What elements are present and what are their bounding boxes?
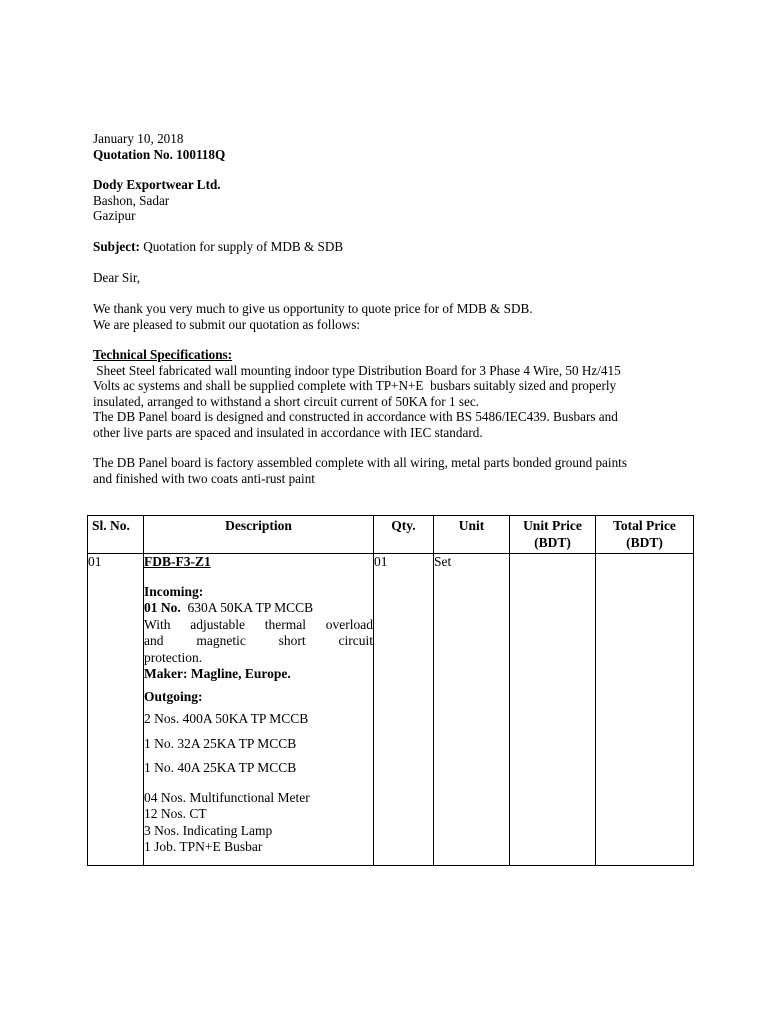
table-header-row — [88, 516, 694, 554]
accessory-item-3: 3 Nos. Indicating Lamp — [144, 822, 273, 838]
intro-paragraph — [93, 301, 678, 332]
row-unit-price — [510, 554, 596, 866]
accessory-item-4: 1 Job. TPN+E Busbar — [144, 839, 263, 854]
subject-line — [93, 239, 678, 255]
assembly-line-1: The DB Panel board is factory assembled complete with all wiring, metal parts bonded ground paints — [93, 455, 627, 470]
row-unit: Set — [434, 554, 510, 866]
assembly-line-2: and finished with two coats anti-rust paint — [93, 470, 315, 486]
panel-code: FDB-F3-Z1 — [144, 554, 211, 569]
recipient-address-line1: Bashon, Sadar — [93, 192, 170, 208]
row-total-price — [596, 554, 694, 866]
tech-spec-line-2: Volts ac systems and shall be supplied complete with TP+N+E busbars suitably sized and properly — [93, 378, 617, 393]
incoming-note-1: With adjustable thermal overload — [144, 616, 373, 632]
row-description — [144, 554, 374, 866]
tech-spec-line-4: The DB Panel board is designed and constructed in accordance with BS 5486/IEC439. Busbars and — [93, 409, 618, 424]
incoming-qty: 01 No. — [144, 600, 181, 615]
outgoing-item-3: 1 No. 40A 25KA TP MCCB — [144, 760, 297, 775]
tech-spec-line-1: Sheet Steel fabricated wall mounting indoor type Distribution Board for 3 Phase 4 Wire, 50 Hz/415 — [93, 362, 621, 378]
outgoing-item-2: 1 No. 32A 25KA TP MCCB — [144, 735, 297, 751]
outgoing-item-1: 2 Nos. 400A 50KA TP MCCB — [144, 711, 309, 726]
recipient-address-line2: Gazipur — [93, 208, 136, 223]
tech-spec-line-3: insulated, arranged to withstand a short circuit current of 50KA for 1 sec. — [93, 393, 479, 409]
outgoing-label: Outgoing: — [144, 688, 203, 704]
row-sl-no: 01 — [88, 554, 144, 866]
recipient-name: Dody Exportwear Ltd. — [93, 177, 221, 192]
quotation-table — [87, 515, 694, 866]
letter-date: January 10, 2018 — [93, 131, 184, 146]
header-unit-price — [510, 516, 596, 554]
subject-label: Subject: — [93, 239, 140, 254]
incoming-note-3: protection. — [144, 649, 203, 665]
incoming-label: Incoming: — [144, 583, 204, 599]
tech-spec-line-5: other live parts are spaced and insulated in accordance with IEC standard. — [93, 424, 483, 440]
accessory-item-2: 12 Nos. CT — [144, 806, 207, 821]
subject-text: Quotation for supply of MDB & SDB — [139, 239, 344, 254]
header-total-price-label: Total Price — [613, 518, 676, 533]
salutation-text: Dear Sir, — [93, 270, 141, 285]
technical-specifications — [93, 347, 678, 440]
header-unit: Unit — [434, 516, 510, 554]
recipient-block — [93, 177, 678, 224]
accessory-item-1: 04 Nos. Multifunctional Meter — [144, 789, 310, 805]
letter-header — [93, 131, 678, 162]
maker: Maker: Magline, Europe. — [144, 666, 291, 681]
incoming-note-2: and magnetic short circuit — [144, 633, 373, 648]
intro-line-2: We are pleased to submit our quotation as follows: — [93, 316, 361, 332]
header-qty: Qty. — [374, 516, 434, 554]
header-unit-price-label: Unit Price — [523, 518, 582, 533]
quotation-number: Quotation No. 100118Q — [93, 146, 226, 162]
tech-spec-heading: Technical Specifications: — [93, 347, 233, 362]
table-row — [88, 554, 694, 866]
incoming-item: 630A 50KA TP MCCB — [180, 600, 314, 615]
salutation — [93, 270, 678, 286]
header-sl-no: Sl. No. — [88, 516, 144, 554]
header-description: Description — [144, 516, 374, 554]
header-unit-price-currency: (BDT) — [534, 534, 571, 550]
assembly-paragraph — [93, 455, 678, 486]
header-total-price — [596, 516, 694, 554]
row-qty: 01 — [374, 554, 434, 866]
header-total-price-currency: (BDT) — [626, 534, 663, 550]
intro-line-1: We thank you very much to give us opportunity to quote price for of MDB & SDB. — [93, 301, 533, 316]
